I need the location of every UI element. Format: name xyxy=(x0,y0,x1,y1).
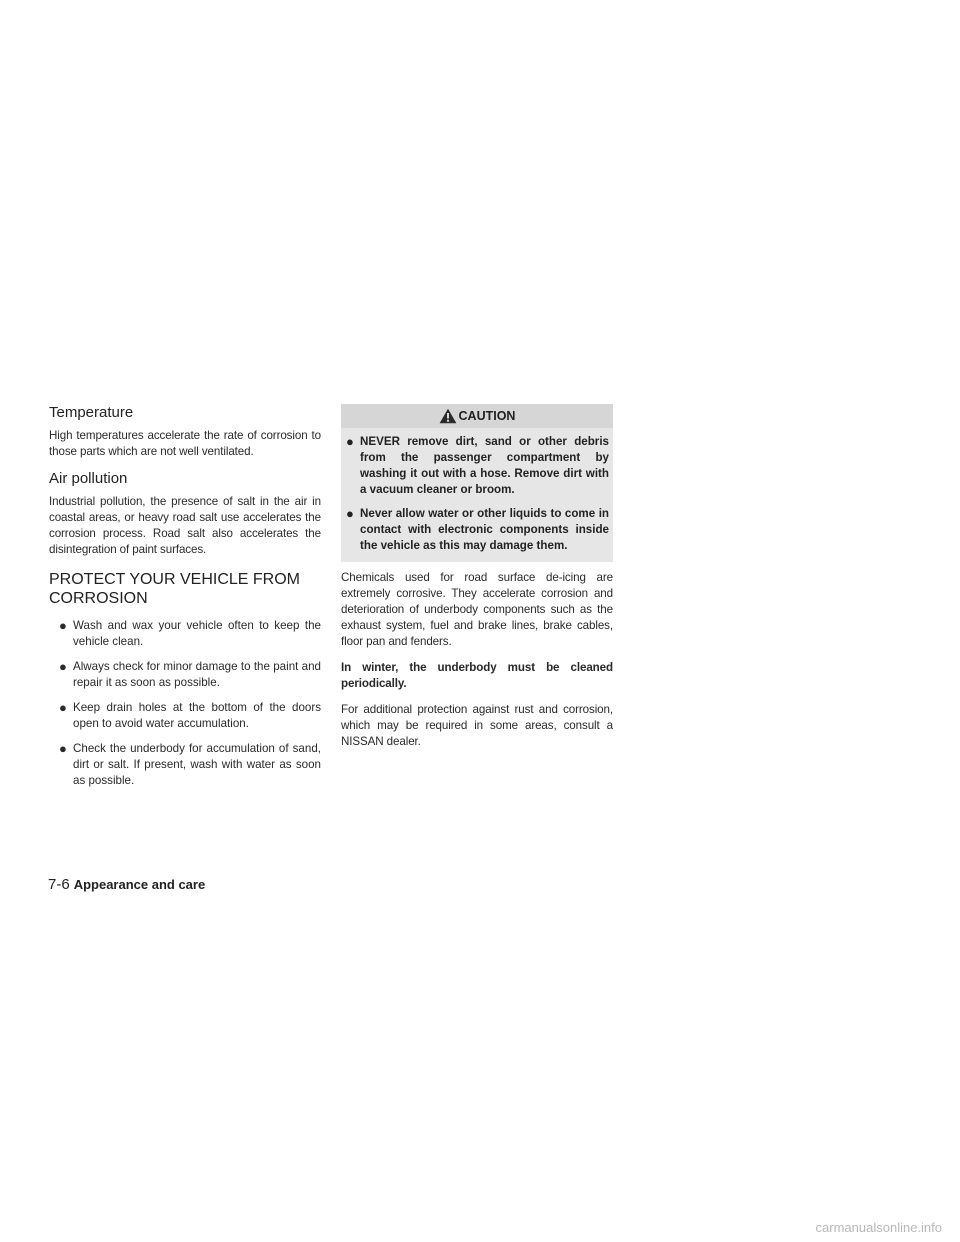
bullet-text: Keep drain holes at the bottom of the doors open to avoid water accumulation. xyxy=(73,701,321,730)
bullet-icon: ● xyxy=(59,741,67,756)
caution-header xyxy=(341,404,613,428)
air-pollution-heading: Air pollution xyxy=(49,470,128,487)
winter-text: In winter, the underbody must be cleaned periodically. xyxy=(341,661,613,690)
bullet-icon: ● xyxy=(59,618,67,633)
caution-label: CAUTION xyxy=(458,409,516,423)
bullet-icon: ● xyxy=(346,434,354,449)
protect-section-title xyxy=(49,570,321,608)
bullet-text: Always check for minor damage to the paint and repair it as soon as possible. xyxy=(73,660,321,689)
protect-title-line1: PROTECT YOUR VEHICLE FROM xyxy=(49,571,300,588)
protect-title-line2: CORROSION xyxy=(49,590,148,607)
bullet-text: Check the underbody for accumulation of sand, dirt or salt. If present, wash with water as soon as possible. xyxy=(73,742,321,787)
caution-item-text: Never allow water or other liquids to come in contact with electronic components inside the vehicle as this may damage them. xyxy=(360,507,609,552)
page-number: 7-6 xyxy=(48,876,70,893)
temperature-text: High temperatures accelerate the rate of corrosion to those parts which are not well ventilated. xyxy=(49,429,321,458)
page-footer xyxy=(48,876,205,893)
bullet-icon: ● xyxy=(346,506,354,521)
chemicals-text: Chemicals used for road surface de-icing are extremely corrosive. They accelerate corrosion and deterioration of underbody components such as the exhaust system, fuel and brake lines, brake cables, floor pan and fenders. xyxy=(341,571,613,648)
watermark: carmanualsonline.info xyxy=(815,1220,942,1235)
caution-item-text: NEVER remove dirt, sand or other debris from the passenger compartment by washing it out with a hose. Remove dirt with a vacuum cleaner or broom. xyxy=(360,435,609,496)
right-column xyxy=(341,404,613,760)
list-item xyxy=(59,700,321,732)
list-item xyxy=(59,741,321,789)
temperature-heading: Temperature xyxy=(49,404,134,421)
caution-list xyxy=(341,428,613,562)
chapter-name: Appearance and care xyxy=(73,877,206,892)
caution-item xyxy=(346,434,609,498)
bullet-icon: ● xyxy=(59,700,67,715)
caution-box xyxy=(341,404,613,562)
additional-protection-text: For additional protection against rust and corrosion, which may be required in some areas, consult a NISSAN dealer. xyxy=(341,703,613,748)
list-item xyxy=(59,618,321,650)
list-item xyxy=(59,659,321,691)
protect-bullet-list xyxy=(49,618,321,789)
bullet-icon: ● xyxy=(59,659,67,674)
air-pollution-text: Industrial pollution, the presence of salt in the air in coastal areas, or heavy road salt use accelerates the corrosion process. Road salt also accelerates the disintegration of paint surfaces. xyxy=(49,495,321,556)
warning-icon xyxy=(439,408,457,424)
left-column xyxy=(49,404,321,798)
bullet-text: Wash and wax your vehicle often to keep the vehicle clean. xyxy=(73,619,321,648)
caution-item xyxy=(346,506,609,554)
